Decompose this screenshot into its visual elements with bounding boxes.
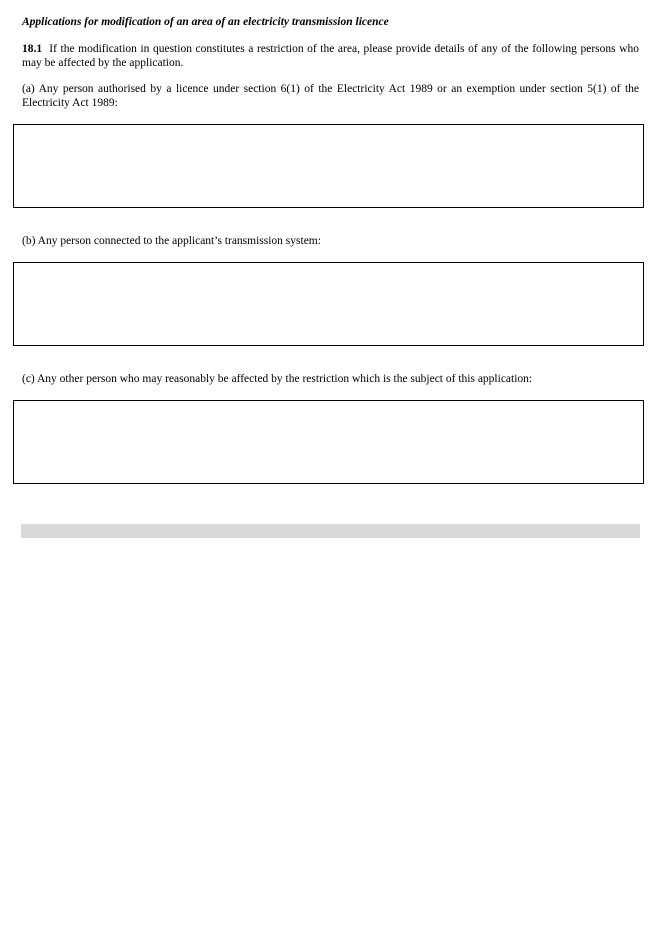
intro-text: If the modification in question constitutes a restriction of the area, please provide details of any of the following persons who may be affected by the application. [22, 43, 640, 69]
question-b-label: (b) Any person connected to the applicant’s transmission system: [22, 235, 321, 247]
answer-box-b[interactable] [13, 262, 644, 346]
answer-box-c[interactable] [13, 400, 644, 484]
answer-box-a[interactable] [13, 124, 644, 208]
question-a-label: (a) Any person authorised by a licence under section 6(1) of the Electricity Act 1989 or an exemption under section 5(1) of the Electricity Act 1989: [22, 83, 639, 109]
intro-paragraph [22, 42, 639, 70]
section-heading: Applications for modification of an area of an electricity transmission licence [22, 16, 389, 28]
item-number: 18.1 [22, 43, 43, 55]
section-divider-bar [21, 524, 640, 538]
question-c-label: (c) Any other person who may reasonably be affected by the restriction which is the subject of this application: [22, 373, 533, 385]
